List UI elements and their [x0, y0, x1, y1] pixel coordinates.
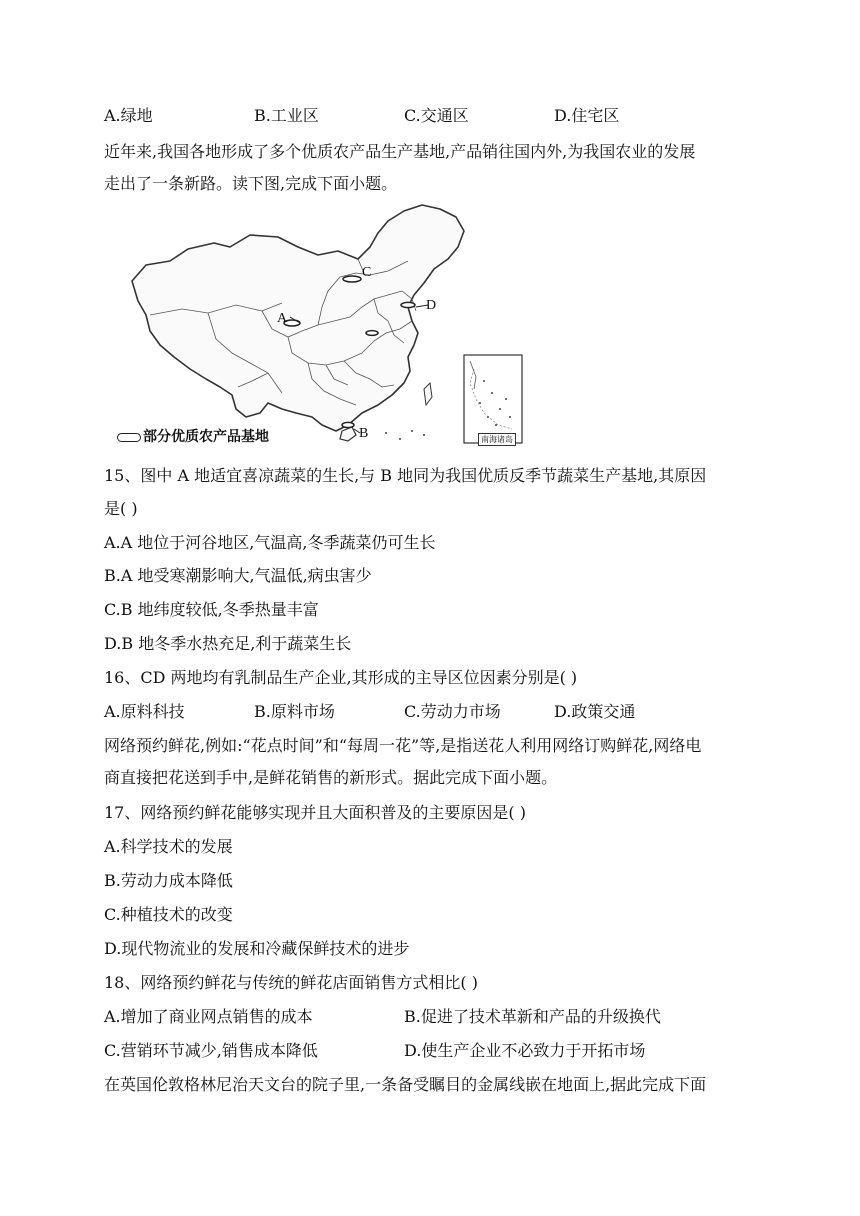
legend-text: 部分优质农产品基地: [143, 429, 269, 445]
q17-option-b[interactable]: B.劳动力成本降低: [104, 871, 233, 890]
q14-option-c[interactable]: C.交通区: [404, 106, 469, 125]
q18-stem: 18、网络预约鲜花与传统的鲜花店面销售方式相比( ): [104, 973, 478, 992]
q15-stem-line1: 15、图中 A 地适宜喜凉蔬菜的生长,与 B 地同为我国优质反季节蔬菜生产基地,其原因: [104, 466, 707, 485]
map-label-c: C: [362, 265, 372, 280]
q14-option-d[interactable]: D.住宅区: [554, 106, 620, 125]
q14-option-b[interactable]: B.工业区: [254, 106, 319, 125]
intro2-line2: 商直接把花送到手中,是鲜花销售的新形式。据此完成下面小题。: [104, 768, 558, 787]
q15-stem-line2: 是( ): [104, 499, 138, 518]
q18-option-d[interactable]: D.使生产企业不必致力于开拓市场: [404, 1041, 646, 1060]
intro2-line1: 网络预约鲜花,例如:“花点时间”和“每周一花”等,是指送花人利用网络订购鲜花,网络电: [104, 736, 702, 755]
map-label-b: B: [359, 426, 369, 441]
q17-option-d[interactable]: D.现代物流业的发展和冷藏保鲜技术的进步: [104, 939, 410, 958]
q17-option-a[interactable]: A.科学技术的发展: [104, 837, 233, 856]
q14-option-a[interactable]: A.绿地: [104, 106, 153, 125]
map-legend: [117, 426, 269, 446]
map-label-a: A: [277, 311, 288, 326]
intro3-line1: 在英国伦敦格林尼治天文台的院子里,一条备受瞩目的金属线嵌在地面上,据此完成下面: [104, 1075, 707, 1094]
intro1-line1: 近年来,我国各地形成了多个优质农产品生产基地,产品销往国内外,为我国农业的发展: [104, 142, 696, 161]
q15-option-b[interactable]: B.A 地受寒潮影响大,气温低,病虫害少: [104, 566, 372, 585]
china-map-figure: [112, 203, 526, 446]
q16-option-d[interactable]: D.政策交通: [554, 702, 636, 721]
q18-option-b[interactable]: B.促进了技术革新和产品的升级换代: [404, 1007, 661, 1026]
q16-option-a[interactable]: A.原料科技: [104, 702, 185, 721]
q18-option-a[interactable]: A.增加了商业网点销售的成本: [104, 1007, 313, 1026]
intro1-line2: 走出了一条新路。读下图,完成下面小题。: [104, 174, 398, 193]
q15-option-a[interactable]: A.A 地位于河谷地区,气温高,冬季蔬菜仍可生长: [104, 533, 436, 552]
base-symbol-icon: [117, 433, 141, 442]
q17-option-c[interactable]: C.种植技术的改变: [104, 905, 233, 924]
q17-stem: 17、网络预约鲜花能够实现并且大面积普及的主要原因是( ): [104, 803, 526, 822]
q15-option-d[interactable]: D.B 地冬季水热充足,利于蔬菜生长: [104, 634, 352, 653]
inset-label: 南海诸岛: [478, 433, 516, 446]
q15-option-c[interactable]: C.B 地纬度较低,冬季热量丰富: [104, 600, 319, 619]
q16-option-b[interactable]: B.原料市场: [254, 702, 335, 721]
map-label-d: D: [426, 298, 437, 313]
q18-option-c[interactable]: C.营销环节减少,销售成本降低: [104, 1041, 318, 1060]
china-map-svg: [112, 203, 526, 446]
q16-stem: 16、CD 两地均有乳制品生产企业,其形成的主导区位因素分别是( ): [104, 668, 578, 687]
q16-option-c[interactable]: C.劳动力市场: [404, 702, 501, 721]
